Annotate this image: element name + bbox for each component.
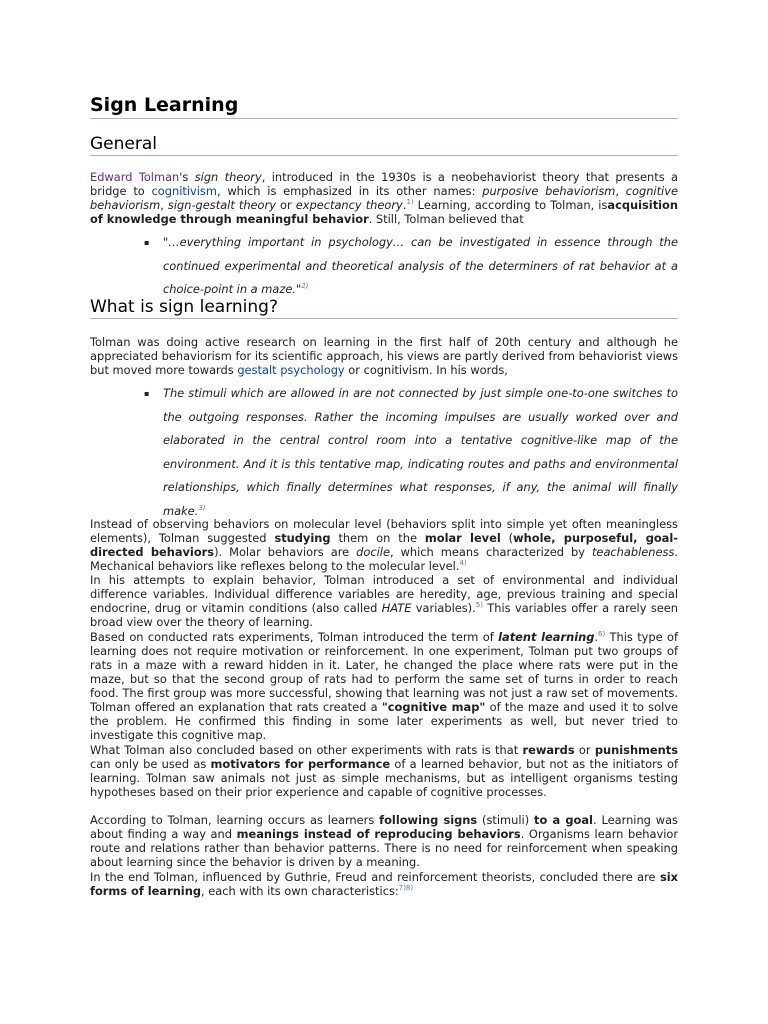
paragraph-molar-level: Instead of observing behaviors on molecular level (behaviors split into simple yet often meaningless elements), Tolman suggested studying them on the molar level (whole, purposeful, goal-directed behaviors). Molar behaviors are docile, which means characterized by teachableness. Mechanical behaviors like reflexes belong to the molecular level.$^{4)}$ [90, 517, 679, 573]
reference-7-8[interactable]: 7)8) [398, 884, 414, 893]
paragraph-research: Tolman was doing active research on learning in the first half of 20th century and although he appreciated behaviorism for its scientific approach, his views are partly derived from behaviorist views but moved more towards gestalt psychology or cognitivism. In his words, [90, 335, 678, 377]
cognitivism-link[interactable]: cognitivism [151, 184, 217, 198]
reference-5[interactable]: 5) [475, 601, 483, 610]
heading-what-is-sign-learning: What is sign learning? [90, 296, 678, 319]
paragraph-general: Edward Tolman's sign theory, introduced in the 1930s is a neobehaviorist theory that presents a bridge to cognitivism, which is emphasized in its other names: purposive behaviorism, cognitive behaviorism, sign-gestalt theory or expectancy theory.$^{1)}$ Learning, according to Tolman, isacquisition of knowledge through meaningful behavior. Still, Tolman believed that [90, 170, 678, 226]
edward-tolman-link[interactable]: Edward Tolman [90, 170, 180, 184]
page-title: Sign Learning [90, 93, 678, 119]
bullet-icon: ▪ [144, 389, 150, 398]
paragraph-variables: In his attempts to explain behavior, Tolman introduced a set of environmental and individual difference variables. Individual difference variables are heredity, age, previous training and special endocrine, drug or vitamin conditions (also called HATE variables).$^{5)}$ This variables offer a rarely seen broad view over the theory of learning. [90, 573, 678, 629]
quote-rat-behavior: ▪ "…everything important in psychology… can be investigated in essence through the continued experimental and theoretical analysis of the determiners of rat behavior at a choice-point in a maze."$^{2)}$ [163, 231, 678, 302]
reference-2[interactable]: 2) [301, 282, 309, 291]
reference-1[interactable]: 1) [406, 198, 414, 207]
quote-cognitive-map: ▪ The stimuli which are allowed in are not connected by just simple one-to-one switches to the outgoing responses. Rather the incoming impulses are usually worked over and elaborated in the central control room into a tentative cognitive-like map of the environment. And it is this tentative map, indicating routes and paths and environmental relationships, which finally determines what responses, if any, the animal will finally make.$^{3)}$ [163, 382, 678, 523]
reference-3[interactable]: 3) [198, 503, 206, 512]
bullet-icon: ▪ [144, 238, 150, 247]
reference-6[interactable]: 6) [598, 630, 606, 639]
paragraph-six-forms: In the end Tolman, influenced by Guthrie, Freud and reinforcement theorists, concluded there are six forms of learning, each with its own characteristics:$^{7)8)}$ [90, 870, 678, 898]
reference-4[interactable]: 4) [459, 559, 467, 568]
paragraph-rewards: What Tolman also concluded based on other experiments with rats is that rewards or punishments can only be used as motivators for performance of a learned behavior, but not as the initiators of learning. Tolman saw animals not just as simple mechanisms, but as intelligent organisms testing hypotheses based on their prior experience and capable of cognitive processes. [90, 743, 678, 799]
heading-general: General [90, 133, 678, 156]
gestalt-psychology-link[interactable]: gestalt psychology [237, 363, 345, 377]
paragraph-following-signs: According to Tolman, learning occurs as learners following signs (stimuli) to a goal. Learning was about finding a way and meanings instead of reproducing behaviors. Organisms learn behavior route and relations rather than behavior patterns. There is no need for reinforcement when speaking about learning since the behavior is driven by a meaning. [90, 813, 679, 869]
paragraph-latent-learning: Based on conducted rats experiments, Tolman introduced the term of latent learning.$^{6)}$ This type of learning does not require motivation or reinforcement. In one experiment, Tolman put two groups of rats in a maze with a reward hidden in it. Later, he changed the place where rats were put in the maze, but so that the second group of rats had to perform the same set of turns in order to reach food. The first group was more successful, showing that learning was not just a raw set of movements. Tolman offered an explanation that rats created a "cognitive map" of the maze and used it to solve the problem. He confirmed this finding in some later experiments as well, but never tried to investigate this cognitive map. [90, 630, 678, 742]
